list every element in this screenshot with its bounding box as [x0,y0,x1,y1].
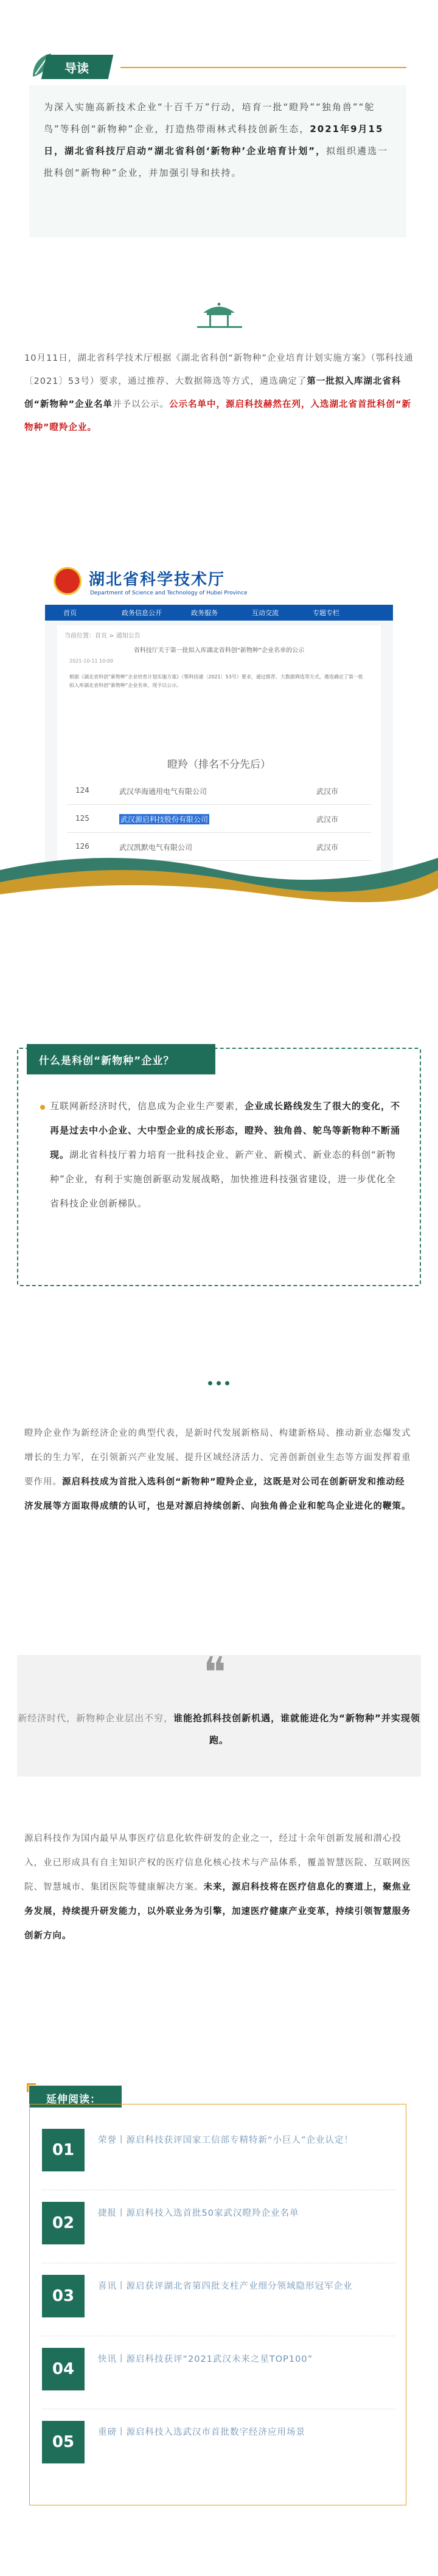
body-paragraph-2 [24,1421,414,1519]
list-item[interactable] [30,2202,407,2276]
extended-reading-list [29,2104,406,2505]
body1-text2: 并予以公示。 [113,400,170,409]
body1-bold: 第一批拟入库湖北省科创“新物种”企业名单 [24,377,401,409]
list-item[interactable] [30,2348,407,2422]
gov-site-header [45,561,393,605]
body3-text: 源启科技作为国内最早从事医疗信息化软件研发的企业之一，经过十余年创新发展和潜心投入，业已形成具有自主知识产权的医疗信息化核心技术与产品体系，覆盖智慧医院、互联网医院、智慧城市、集团医院等健康解决方案。 [24,1834,411,1892]
body-paragraph-3 [24,1826,414,1948]
list-title: 瞪羚（排名不分先后） [167,759,271,771]
notice-title: 省科技厅关于第一批拟入库湖北省科创“新物种”企业名单的公示 [133,647,305,654]
intro-text-b: 拟组织遴选一批科创“新物种”企业，并加强引导和扶持。 [44,145,389,178]
row-company: 武汉凯默电气有限公司 [119,843,193,852]
extended-tag: 延伸阅读： [46,2094,101,2106]
row-number: 126 [75,842,89,851]
section-divider [197,326,242,328]
row-city: 武汉市 [316,815,339,824]
row-city: 武汉市 [316,787,339,796]
question-text-a: 互联网新经济时代，信息成为企业生产要素， [50,1101,245,1112]
question-tag: 什么是科创“新物种”企业？ [39,1055,175,1067]
nav-item-interact[interactable]: 互动交流 [252,609,279,617]
intro-text-a: 为深入实施高新技术企业“十百千万”行动，培育一批“瞪羚”“独角兽”“鸵鸟”等科创“新物种”企业，打造热带雨林式科技创新生态， [44,102,375,134]
dot-icon [217,1381,221,1385]
question-card [17,1048,421,1286]
intro-divider [120,67,406,68]
intro-text [44,96,392,184]
item-link[interactable]: 荣誉丨源启科技获评国家工信部专精特新“小巨人”企业认定！ [98,2136,354,2145]
wave-decoration [0,834,438,907]
quote-text-bold: 谁能抢抓科技创新机遇，谁就能进化为“新物种”并实现领跑。 [173,1713,420,1746]
intro-box [29,85,406,237]
list-item[interactable] [30,2421,407,2495]
list-item[interactable] [30,2275,407,2349]
notice-paragraph: 根据《湖北省科创“新物种”企业培育计划实施方案》（鄂科技通〔2021〕53号）要求，通过推荐、大数据筛选等方式，遴选确定了第一批拟入库湖北省科创“新物种”企业名单，现予以公示。 [69,674,363,688]
body3-bold: 未来，源启科技将在医疗信息化的赛道上，聚焦业务发展，持续提升研发能力，以外联业务为引擎，加速医疗健康产业变革，持续引领智慧服务创新方向。 [24,1882,411,1941]
gov-site-title: 湖北省科学技术厅 [89,571,226,589]
quote-box [17,1648,421,1777]
question-text-bold: 企业成长路线发生了很大的变化，不再是过去中小企业、大中型企业的成长形态，瞪羚、独角兽、鸵鸟等新物种不断涌现。 [50,1101,401,1160]
dots-separator [208,1381,230,1386]
body2-bold: 源启科技成为首批入选科创“新物种”瞪羚企业，这既是对公司在创新研发和推动经济发展等方面取得成绩的认可，也是对源启持续创新、向独角兽企业和鸵鸟企业进化的鞭策。 [24,1477,411,1511]
gov-site-nav [45,605,393,621]
question-text [50,1094,403,1216]
row-city: 武汉市 [316,843,339,852]
body-paragraph-1 [24,347,414,439]
pavilion-icon [201,299,237,329]
quote-text [17,1707,421,1751]
item-number: 05 [42,2421,85,2463]
table-row [67,778,371,805]
item-number: 02 [42,2202,85,2244]
dot-icon [208,1381,212,1385]
nav-item-home[interactable]: 首页 [63,609,77,617]
item-number: 01 [42,2129,85,2171]
question-text-b: 湖北省科技厅着力培育一批科技企业、新产业、新模式、新业态的科创“新物种”企业，有利于实施创新驱动发展战略，加快推进科技强省建设，进一步优化全省科技企业创新梯队。 [50,1149,396,1209]
dot-icon [225,1381,229,1385]
item-divider [42,2409,395,2410]
item-link[interactable]: 重磅丨源启科技入选武汉市首批数字经济应用场景 [98,2428,305,2437]
row-number: 125 [75,814,89,823]
breadcrumb: 当前位置：首页 > 通知公告 [64,633,141,639]
body2-text: 瞪羚企业作为新经济企业的典型代表，是新时代发展新格局、构建新格局、推动新业态爆发式增长的生力军，在引领新兴产业发展、提升区域经济活力、完善创新创业生态等方面发挥着重要作用。 [24,1429,411,1487]
nav-item-special[interactable]: 专题专栏 [313,609,339,617]
table-row [67,806,371,833]
question-tag-bg [27,1044,215,1074]
body1-text: 10月11日，湖北省科学技术厅根据《湖北省科创“新物种”企业培育计划实施方案》（鄂科技通〔2021〕53号）要求，通过推荐、大数据筛选等方式，遴选确定了 [24,353,414,386]
emblem-icon [54,567,82,595]
row-company-highlighted: 武汉源启科技股份有限公司 [120,815,209,824]
intro-text-bold: 2021年9月15日，湖北省科技厅启动“湖北省科创‘新物种’企业培育计划”， [44,124,384,156]
quote-icon: ❝ [203,1648,226,1697]
row-number: 124 [75,786,89,795]
corner-icon [27,2083,36,2092]
quote-text-a: 新经济时代，新物种企业层出不穷， [18,1713,174,1724]
list-item[interactable] [30,2129,407,2203]
item-link[interactable]: 快讯丨源启科技获评“2021武汉未来之星TOP100” [98,2355,313,2364]
item-number: 04 [42,2348,85,2390]
item-link[interactable]: 捷报丨源启科技入选首批50家武汉瞪羚企业名单 [98,2209,299,2218]
notice-meta: 2021-10-11 10:00 [69,658,114,664]
nav-item-service[interactable]: 政务服务 [191,609,218,617]
item-divider [42,2190,395,2191]
intro-header [29,52,406,84]
item-link[interactable]: 喜讯丨源启获评湖北省第四批支柱产业细分领域隐形冠军企业 [98,2282,353,2291]
bullet-icon [40,1105,45,1110]
row-company: 武汉华海通用电气有限公司 [119,787,207,796]
intro-tag: 导读 [64,61,89,75]
item-number: 03 [42,2275,85,2317]
item-divider [42,2336,395,2337]
nav-item-gov-info[interactable]: 政务信息公开 [122,609,162,617]
item-divider [42,2263,395,2264]
gov-site-subtitle: Department of Science and Technology of Hubei Province [90,590,248,596]
body1-red: 公示名单中，源启科技赫然在列，入选湖北省首批科创“新物种”瞪羚企业。 [24,400,412,433]
